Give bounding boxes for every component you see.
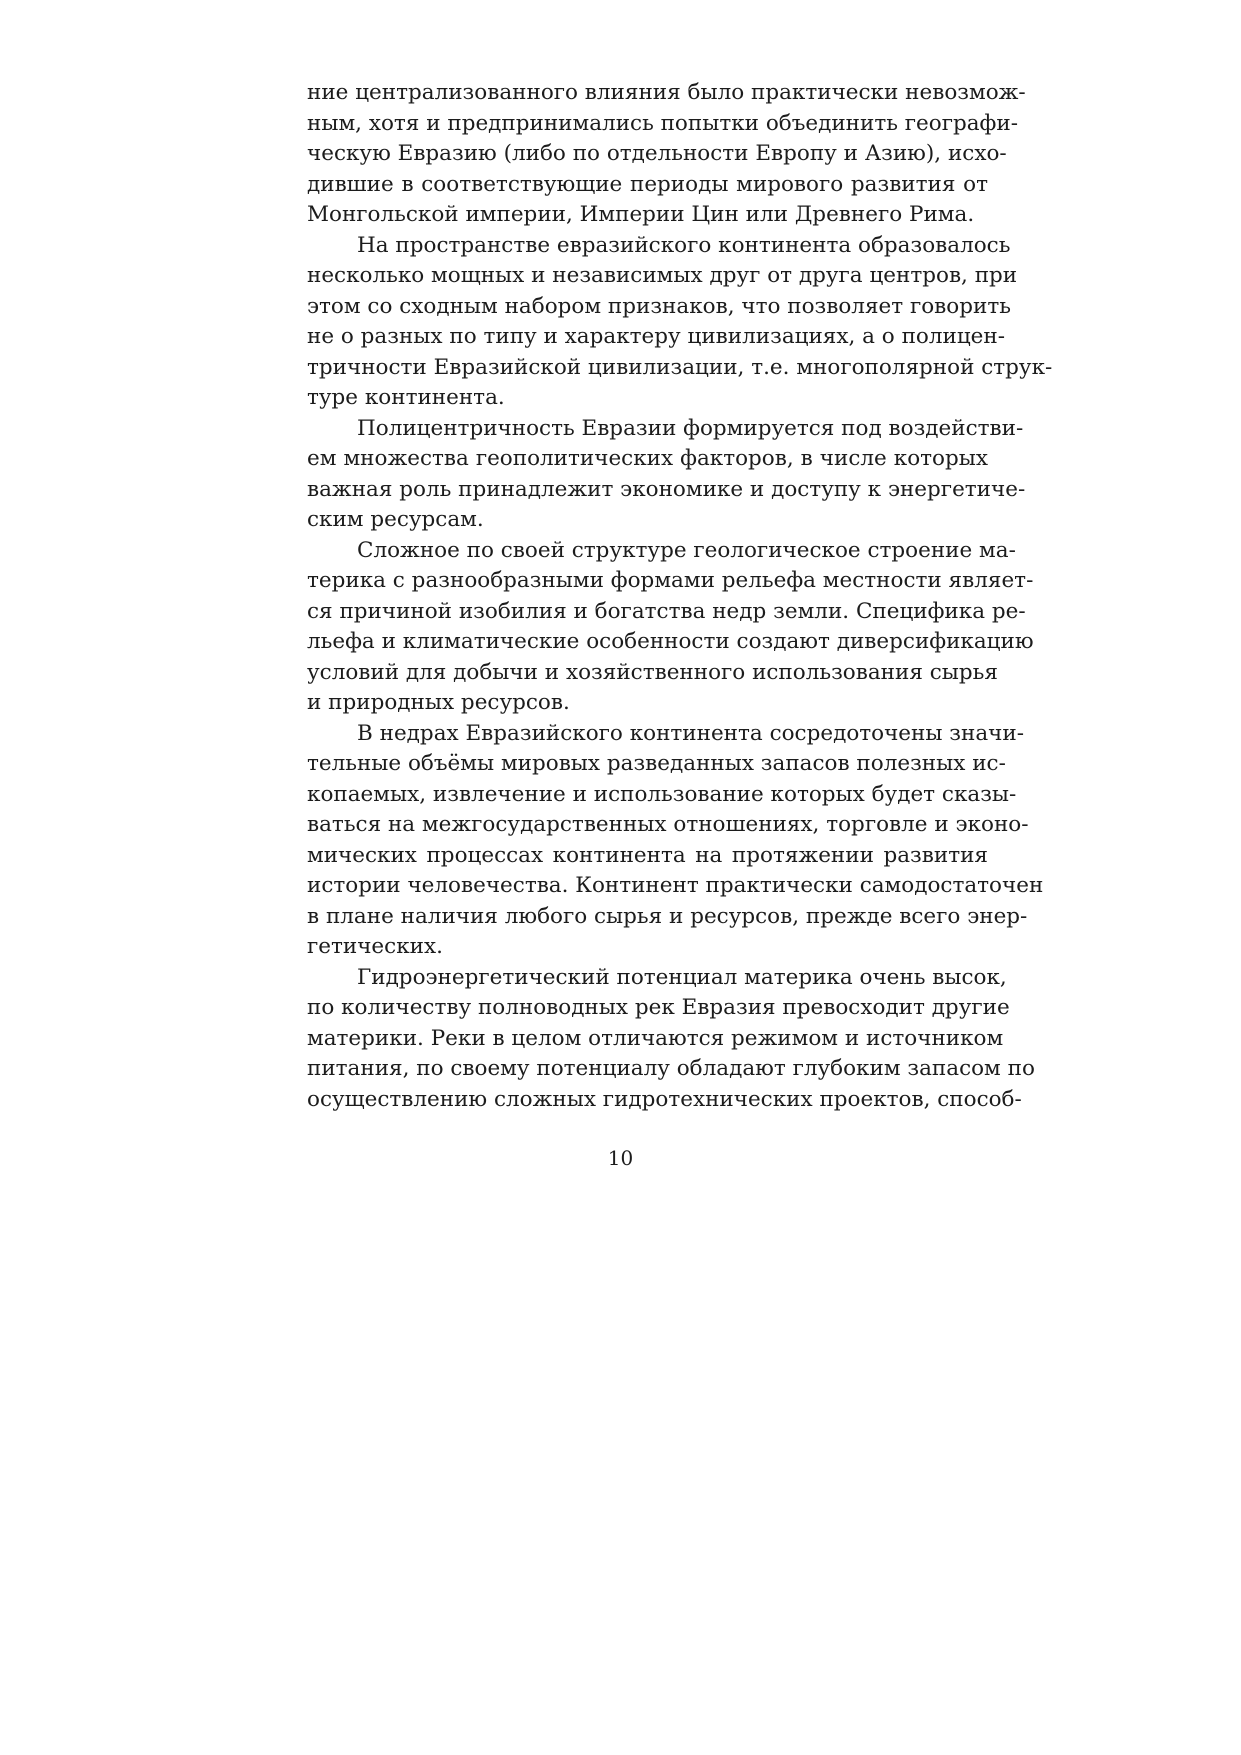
paragraph-5	[307, 719, 1044, 963]
text-line: льефа и климатические особенности создают диверсификацию	[307, 629, 1034, 654]
paragraph-2	[307, 231, 1053, 414]
text-line: Гидроэнергетический потенциал материка очень высок,	[357, 964, 1007, 990]
text-line: ваться на межгосударственных отношениях, торговле и эконо-	[307, 812, 1029, 837]
text-line: дившие в соответствующие периоды мирового развития от	[307, 171, 988, 197]
text-line: На пространстве евразийского континента образовалось	[357, 232, 1011, 258]
text-line: в плане наличия любого сырья и ресурсов, прежде всего энер-	[307, 903, 1028, 929]
text-line: мических процессах континента на протяжении развития	[307, 842, 988, 868]
text-line: не о разных по типу и характеру цивилизациях, а о полицен-	[307, 324, 1005, 349]
text-line: терика с разнообразными формами рельефа местности являет-	[307, 568, 1034, 593]
text-line: условий для добычи и хозяйственного использования сырья	[307, 659, 998, 685]
text-line: Сложное по своей структуре геологическое строение ма-	[357, 537, 1016, 563]
text-line: ем множества геополитических факторов, в числе которых	[307, 446, 988, 471]
text-line: В недрах Евразийского континента сосредоточены значи-	[357, 720, 1024, 746]
paragraph-6	[307, 963, 1035, 1116]
text-line: по количеству полноводных рек Евразия превосходит другие	[307, 995, 1010, 1020]
text-line: Монгольской империи, Империи Цин или Древнего Рима.	[307, 202, 975, 227]
text-line: ским ресурсам.	[307, 507, 484, 532]
text-line: этом со сходным набором признаков, что позволяет говорить	[307, 293, 1011, 319]
text-line: и природных ресурсов.	[307, 690, 570, 715]
text-line: питания, по своему потенциалу обладают глубоким запасом по	[307, 1056, 1035, 1081]
text-line: Полицентричность Евразии формируется под воздействи-	[357, 415, 1024, 441]
paragraph-1	[307, 78, 1026, 231]
text-line: туре континента.	[307, 385, 505, 410]
text-line: осуществлению сложных гидротехнических проектов, способ-	[307, 1086, 1022, 1112]
text-line: тричности Евразийской цивилизации, т.е. многополярной струк-	[307, 354, 1053, 380]
page-number: 10	[607, 1146, 634, 1170]
text-line: ние централизованного влияния было практически невозмож-	[307, 80, 1026, 105]
text-line: материки. Реки в целом отличаются режимом и источником	[307, 1025, 1004, 1051]
text-line: копаемых, извлечение и использование которых будет сказы-	[307, 781, 1017, 807]
text-line: гетических.	[307, 934, 443, 959]
text-line: тельные объёмы мировых разведанных запасов полезных ис-	[307, 751, 1006, 776]
text-line: ся причиной изобилия и богатства недр земли. Специфика ре-	[307, 598, 1026, 624]
paragraph-3	[307, 414, 1026, 536]
text-line: истории человечества. Континент практически самодостаточен	[307, 873, 1044, 898]
text-line: несколько мощных и независимых друг от друга центров, при	[307, 263, 1018, 288]
text-line: ческую Евразию (либо по отдельности Европу и Азию), исхо-	[307, 141, 1007, 166]
paragraph-4	[307, 536, 1034, 719]
text-line: важная роль принадлежит экономике и доступу к энергетиче-	[307, 476, 1026, 502]
text-line: ным, хотя и предпринимались попытки объединить географи-	[307, 110, 1018, 136]
body-text	[307, 78, 1053, 1115]
